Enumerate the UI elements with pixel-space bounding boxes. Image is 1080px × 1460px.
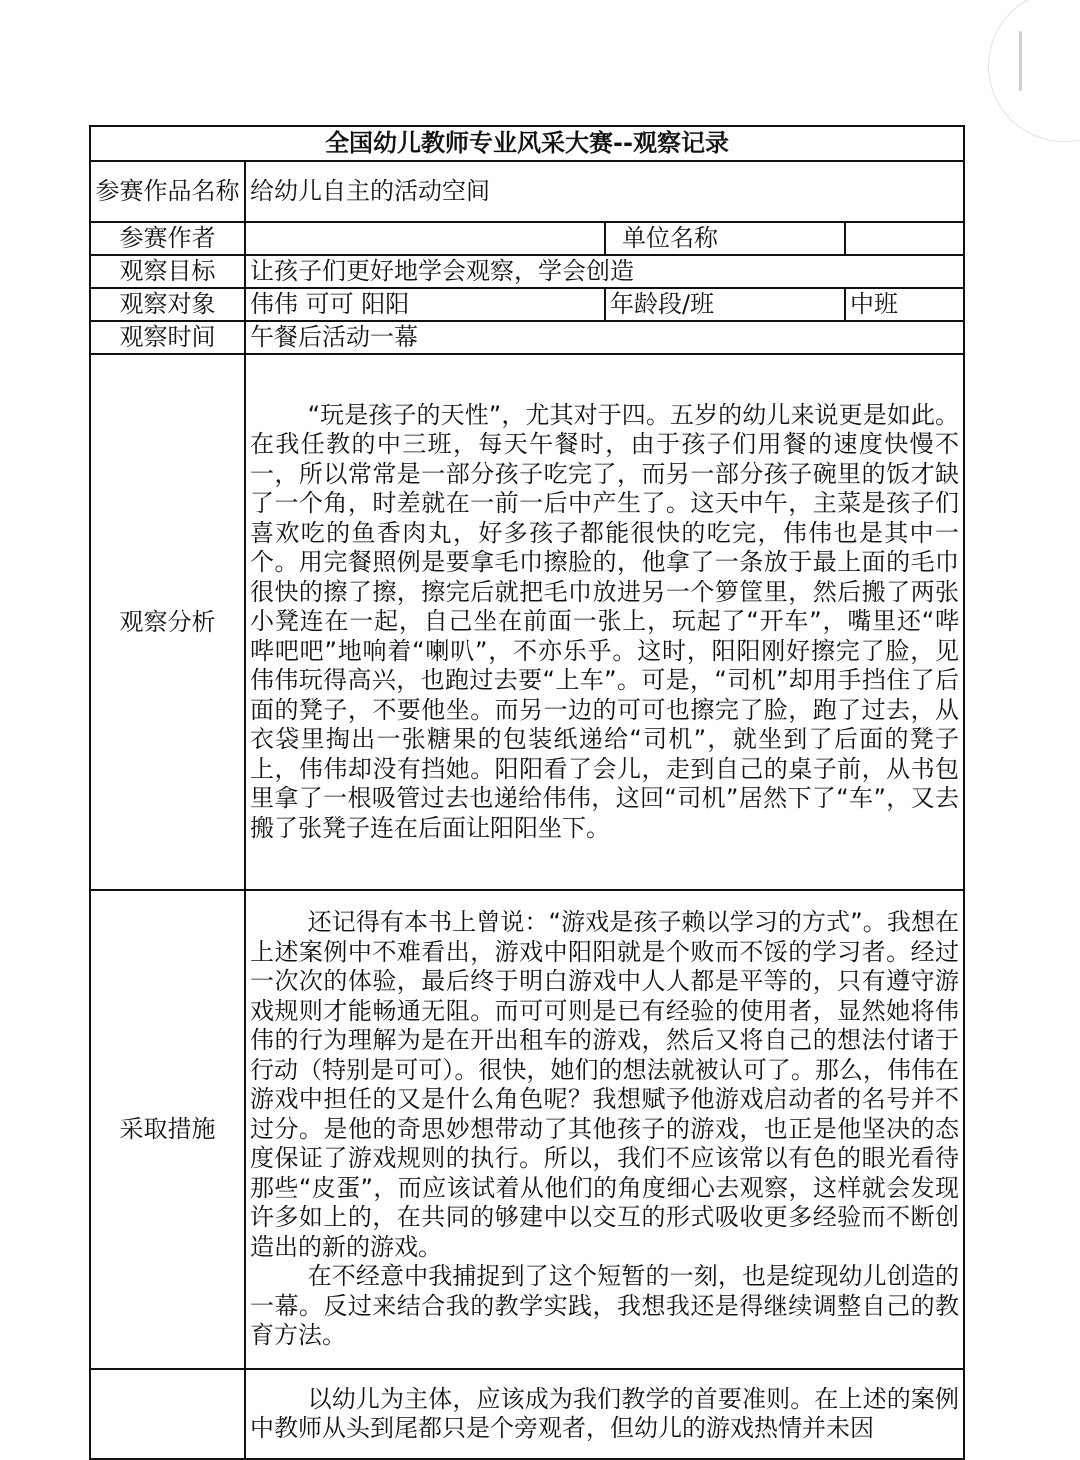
measures-label: 采取措施: [90, 890, 245, 1369]
table-title: 全国幼儿教师专业风采大赛--观察记录: [90, 126, 964, 161]
scroll-handle-line: [1019, 31, 1022, 91]
measures-content: [245, 890, 964, 1369]
author-value: [245, 222, 605, 255]
work-name-value: 给幼儿自主的活动空间: [245, 161, 964, 222]
reflection-label: [90, 1369, 245, 1459]
time-value: 午餐后活动一幕: [245, 321, 964, 354]
subject-label: 观察对象: [90, 288, 245, 321]
age-label: 年龄段/班: [605, 288, 845, 321]
analysis-paragraph: “玩是孩子的天性”，尤其对于四。五岁的幼儿来说更是如此。在我任教的中三班，每天午餐时，由于孩子们用餐的速度快慢不一，所以常常是一部分孩子吃完了，而另一部分孩子碗里的饭才缺了一个角，时差就在一前一后中产生了。这天中午，主菜是孩子们喜欢吃的鱼香肉丸，好多孩子都能很快的吃完，伟伟也是其中一个。用完餐照例是要拿毛巾擦脸的，他拿了一条放于最上面的毛巾很快的擦了擦，擦完后就把毛巾放进另一个箩筐里，然后搬了两张小凳连在一起，自己坐在前面一张上，玩起了“开车”，嘴里还“哔哔吧吧”地响着“喇叭”，不亦乐乎。这时，阳阳刚好擦完了脸，见伟伟玩得高兴，也跑过去要“上车”。可是，“司机”却用手挡住了后面的凳子，不要他坐。而另一边的可可也擦完了脸，跑了过去，从衣袋里掏出一张糖果的包装纸递给“司机”，就坐到了后面的凳子上，伟伟却没有挡她。阳阳看了会儿，走到自己的桌子前，从书包里拿了一根吸管过去也递给伟伟，这回“司机”居然下了“车”，又去搬了张凳子连在后面让阳阳坐下。: [250, 400, 960, 842]
reflection-paragraph: 以幼儿为主体，应该成为我们教学的首要准则。在上述的案例中教师从头到尾都只是个旁观者，但幼儿的游戏热情并未因: [250, 1384, 960, 1442]
measures-paragraph: 还记得有本书上曾说：“游戏是孩子赖以学习的方式”。我想在上述案例中不难看出，游戏中阳阳就是个败而不馁的学习者。经过一次次的体验，最后终于明白游戏中人人都是平等的，只有遵守游戏规则才能畅通无阻。而可可则是已有经验的使用者，显然她将伟伟的行为理解为是在开出租车的游戏，然后又将自己的想法付诸于行动（特别是可可）。很快，她们的想法就被认可了。那么，伟伟在游戏中担任的又是什么角色呢？我想赋予他游戏启动者的名号并不过分。是他的奇思妙想带动了其他孩子的游戏，也正是他坚决的态度保证了游戏规则的执行。所以，我们不应该常以有色的眼光看待那些“皮蛋”，而应该试着从他们的角度细心去观察，这样就会发现许多如上的，在共同的够建中以交互的形式吸收更多经验而不断创造出的新的游戏。: [250, 908, 960, 1261]
measures-paragraph: 在不经意中我捕捉到了这个短暂的一刻，也是绽现幼儿创造的一幕。反过来结合我的教学实践，我想我还是得继续调整自己的教育方法。: [250, 1262, 960, 1350]
analysis-label: 观察分析: [90, 354, 245, 890]
unit-label: 单位名称: [605, 222, 845, 255]
scroll-handle[interactable]: [988, 0, 1080, 142]
subject-value: 伟伟 可可 阳阳: [245, 288, 605, 321]
observation-record-table: [89, 125, 965, 1460]
unit-value: [845, 222, 964, 255]
goal-value: 让孩子们更好地学会观察，学会创造: [245, 255, 964, 288]
goal-label: 观察目标: [90, 255, 245, 288]
reflection-content: [245, 1369, 964, 1459]
work-name-label: 参赛作品名称: [90, 161, 245, 222]
age-value: 中班: [845, 288, 964, 321]
analysis-content: [245, 354, 964, 890]
author-label: 参赛作者: [90, 222, 245, 255]
time-label: 观察时间: [90, 321, 245, 354]
